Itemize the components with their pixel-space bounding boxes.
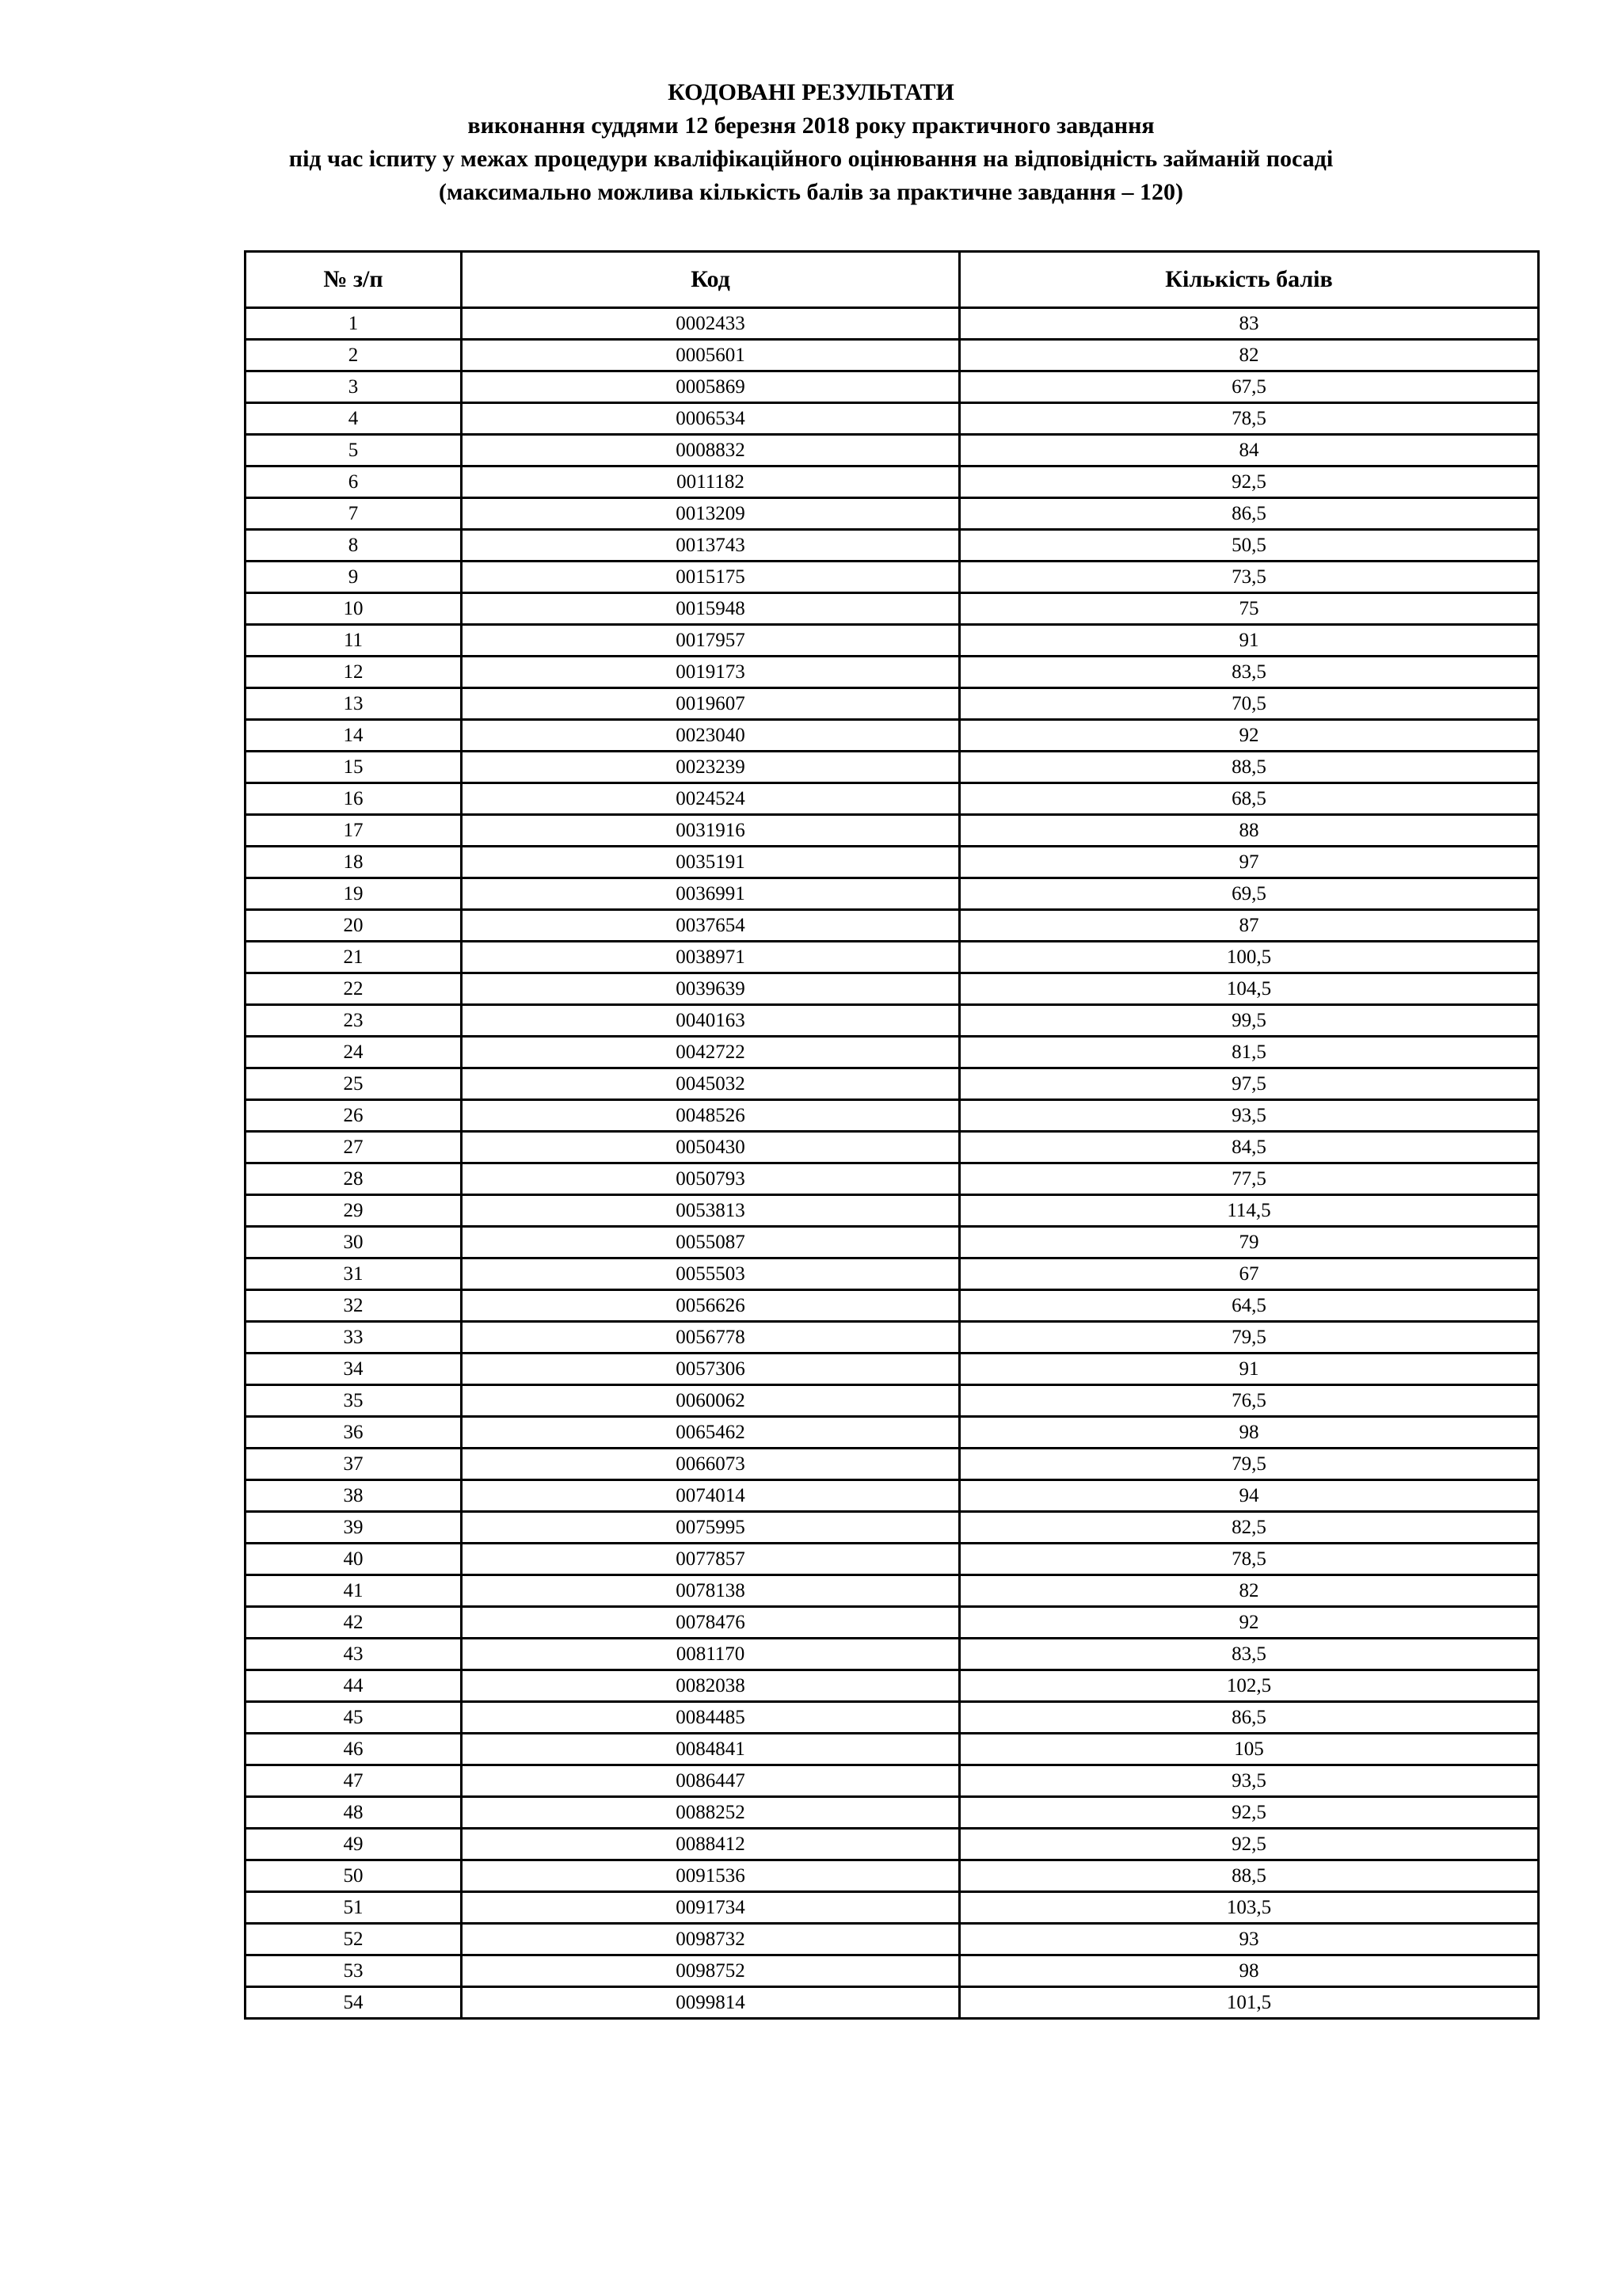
code-cell: 0017957 <box>462 625 960 657</box>
table-row <box>246 973 1539 1005</box>
code-cell: 0075995 <box>462 1512 960 1544</box>
document-title: КОДОВАНІ РЕЗУЛЬТАТИ <box>668 79 954 105</box>
code-cell: 0050793 <box>462 1163 960 1195</box>
score-cell: 97,5 <box>960 1068 1539 1100</box>
code-cell: 0081170 <box>462 1639 960 1670</box>
code-cell: 0013209 <box>462 498 960 530</box>
row-number-cell: 43 <box>246 1639 462 1670</box>
code-cell: 0040163 <box>462 1005 960 1037</box>
code-cell: 0091734 <box>462 1892 960 1924</box>
score-cell: 76,5 <box>960 1385 1539 1417</box>
table-row <box>246 878 1539 910</box>
table-body <box>246 308 1539 2019</box>
table-row <box>246 498 1539 530</box>
table-row <box>246 1544 1539 1575</box>
column-header-number: № з/п <box>246 252 462 308</box>
table-row <box>246 1670 1539 1702</box>
score-cell: 94 <box>960 1480 1539 1512</box>
code-cell: 0038971 <box>462 942 960 973</box>
column-header-score: Кількість балів <box>960 252 1539 308</box>
row-number-cell: 15 <box>246 752 462 783</box>
score-cell: 97 <box>960 847 1539 878</box>
code-cell: 0035191 <box>462 847 960 878</box>
row-number-cell: 34 <box>246 1354 462 1385</box>
score-cell: 100,5 <box>960 942 1539 973</box>
row-number-cell: 38 <box>246 1480 462 1512</box>
code-cell: 0078476 <box>462 1607 960 1639</box>
row-number-cell: 24 <box>246 1037 462 1068</box>
score-cell: 82 <box>960 1575 1539 1607</box>
score-cell: 78,5 <box>960 403 1539 435</box>
table-row <box>246 1480 1539 1512</box>
row-number-cell: 41 <box>246 1575 462 1607</box>
row-number-cell: 11 <box>246 625 462 657</box>
row-number-cell: 51 <box>246 1892 462 1924</box>
table-row <box>246 435 1539 466</box>
table-row <box>246 1132 1539 1163</box>
score-cell: 93 <box>960 1924 1539 1955</box>
table-row <box>246 1829 1539 1860</box>
code-cell: 0091536 <box>462 1860 960 1892</box>
score-cell: 82,5 <box>960 1512 1539 1544</box>
code-cell: 0098732 <box>462 1924 960 1955</box>
code-cell: 0050430 <box>462 1132 960 1163</box>
row-number-cell: 48 <box>246 1797 462 1829</box>
table-row <box>246 308 1539 340</box>
table-row <box>246 1449 1539 1480</box>
score-cell: 64,5 <box>960 1290 1539 1322</box>
row-number-cell: 18 <box>246 847 462 878</box>
code-cell: 0002433 <box>462 308 960 340</box>
table-row <box>246 1322 1539 1354</box>
row-number-cell: 5 <box>246 435 462 466</box>
table-row <box>246 1987 1539 2019</box>
score-cell: 50,5 <box>960 530 1539 562</box>
score-cell: 103,5 <box>960 1892 1539 1924</box>
table-row <box>246 1417 1539 1449</box>
table-row <box>246 1290 1539 1322</box>
score-cell: 79,5 <box>960 1322 1539 1354</box>
row-number-cell: 42 <box>246 1607 462 1639</box>
table-row <box>246 1860 1539 1892</box>
score-cell: 83,5 <box>960 1639 1539 1670</box>
score-cell: 92 <box>960 1607 1539 1639</box>
row-number-cell: 4 <box>246 403 462 435</box>
code-cell: 0008832 <box>462 435 960 466</box>
score-cell: 88 <box>960 815 1539 847</box>
table-row <box>246 1354 1539 1385</box>
row-number-cell: 10 <box>246 593 462 625</box>
row-number-cell: 33 <box>246 1322 462 1354</box>
table-row <box>246 783 1539 815</box>
code-cell: 0037654 <box>462 910 960 942</box>
row-number-cell: 23 <box>246 1005 462 1037</box>
score-cell: 88,5 <box>960 752 1539 783</box>
score-cell: 79 <box>960 1227 1539 1258</box>
row-number-cell: 2 <box>246 340 462 371</box>
code-cell: 0060062 <box>462 1385 960 1417</box>
row-number-cell: 30 <box>246 1227 462 1258</box>
table-row <box>246 1734 1539 1765</box>
code-cell: 0055087 <box>462 1227 960 1258</box>
table-row <box>246 1385 1539 1417</box>
code-cell: 0074014 <box>462 1480 960 1512</box>
score-cell: 92,5 <box>960 1829 1539 1860</box>
score-cell: 73,5 <box>960 562 1539 593</box>
score-cell: 81,5 <box>960 1037 1539 1068</box>
code-cell: 0006534 <box>462 403 960 435</box>
row-number-cell: 31 <box>246 1258 462 1290</box>
score-cell: 91 <box>960 1354 1539 1385</box>
row-number-cell: 13 <box>246 688 462 720</box>
table-header-row <box>246 252 1539 308</box>
code-cell: 0088252 <box>462 1797 960 1829</box>
code-cell: 0077857 <box>462 1544 960 1575</box>
row-number-cell: 27 <box>246 1132 462 1163</box>
table-row <box>246 1639 1539 1670</box>
score-cell: 99,5 <box>960 1005 1539 1037</box>
column-header-code: Код <box>462 252 960 308</box>
score-cell: 114,5 <box>960 1195 1539 1227</box>
table-row <box>246 847 1539 878</box>
score-cell: 104,5 <box>960 973 1539 1005</box>
row-number-cell: 19 <box>246 878 462 910</box>
score-cell: 84 <box>960 435 1539 466</box>
row-number-cell: 53 <box>246 1955 462 1987</box>
score-cell: 101,5 <box>960 1987 1539 2019</box>
code-cell: 0084485 <box>462 1702 960 1734</box>
score-cell: 69,5 <box>960 878 1539 910</box>
score-cell: 79,5 <box>960 1449 1539 1480</box>
row-number-cell: 25 <box>246 1068 462 1100</box>
row-number-cell: 39 <box>246 1512 462 1544</box>
table-row <box>246 1512 1539 1544</box>
score-cell: 86,5 <box>960 498 1539 530</box>
code-cell: 0065462 <box>462 1417 960 1449</box>
code-cell: 0082038 <box>462 1670 960 1702</box>
results-table <box>244 250 1540 2020</box>
table-row <box>246 1924 1539 1955</box>
score-cell: 92,5 <box>960 1797 1539 1829</box>
row-number-cell: 9 <box>246 562 462 593</box>
score-cell: 102,5 <box>960 1670 1539 1702</box>
score-cell: 83 <box>960 308 1539 340</box>
code-cell: 0024524 <box>462 783 960 815</box>
row-number-cell: 37 <box>246 1449 462 1480</box>
code-cell: 0019173 <box>462 657 960 688</box>
row-number-cell: 54 <box>246 1987 462 2019</box>
code-cell: 0013743 <box>462 530 960 562</box>
row-number-cell: 20 <box>246 910 462 942</box>
table-row <box>246 562 1539 593</box>
row-number-cell: 49 <box>246 1829 462 1860</box>
row-number-cell: 6 <box>246 466 462 498</box>
score-cell: 83,5 <box>960 657 1539 688</box>
code-cell: 0005601 <box>462 340 960 371</box>
code-cell: 0023040 <box>462 720 960 752</box>
code-cell: 0098752 <box>462 1955 960 1987</box>
row-number-cell: 8 <box>246 530 462 562</box>
document-subtitle-line: виконання суддями 12 березня 2018 року практичного завдання <box>467 112 1155 139</box>
row-number-cell: 36 <box>246 1417 462 1449</box>
code-cell: 0099814 <box>462 1987 960 2019</box>
code-cell: 0042722 <box>462 1037 960 1068</box>
document-header <box>0 76 1622 209</box>
table-row <box>246 815 1539 847</box>
code-cell: 0056778 <box>462 1322 960 1354</box>
table-row <box>246 1100 1539 1132</box>
table-row <box>246 625 1539 657</box>
table-row <box>246 403 1539 435</box>
code-cell: 0019607 <box>462 688 960 720</box>
row-number-cell: 45 <box>246 1702 462 1734</box>
table-row <box>246 340 1539 371</box>
table-row <box>246 942 1539 973</box>
table-row <box>246 1258 1539 1290</box>
code-cell: 0045032 <box>462 1068 960 1100</box>
score-cell: 77,5 <box>960 1163 1539 1195</box>
code-cell: 0005869 <box>462 371 960 403</box>
score-cell: 88,5 <box>960 1860 1539 1892</box>
table-row <box>246 466 1539 498</box>
row-number-cell: 3 <box>246 371 462 403</box>
score-cell: 82 <box>960 340 1539 371</box>
table-row <box>246 1195 1539 1227</box>
row-number-cell: 12 <box>246 657 462 688</box>
row-number-cell: 28 <box>246 1163 462 1195</box>
table-row <box>246 688 1539 720</box>
table-row <box>246 371 1539 403</box>
row-number-cell: 50 <box>246 1860 462 1892</box>
score-cell: 78,5 <box>960 1544 1539 1575</box>
code-cell: 0084841 <box>462 1734 960 1765</box>
code-cell: 0015948 <box>462 593 960 625</box>
code-cell: 0053813 <box>462 1195 960 1227</box>
table-row <box>246 1955 1539 1987</box>
row-number-cell: 29 <box>246 1195 462 1227</box>
table-row <box>246 530 1539 562</box>
code-cell: 0088412 <box>462 1829 960 1860</box>
document-subtitle-line: (максимально можлива кількість балів за практичне завдання – 120) <box>438 179 1183 205</box>
row-number-cell: 21 <box>246 942 462 973</box>
table-row <box>246 910 1539 942</box>
row-number-cell: 7 <box>246 498 462 530</box>
table-row <box>246 1005 1539 1037</box>
code-cell: 0056626 <box>462 1290 960 1322</box>
score-cell: 70,5 <box>960 688 1539 720</box>
score-cell: 68,5 <box>960 783 1539 815</box>
table-row <box>246 752 1539 783</box>
table-row <box>246 1765 1539 1797</box>
code-cell: 0055503 <box>462 1258 960 1290</box>
code-cell: 0023239 <box>462 752 960 783</box>
row-number-cell: 22 <box>246 973 462 1005</box>
table-row <box>246 720 1539 752</box>
table-row <box>246 1068 1539 1100</box>
row-number-cell: 44 <box>246 1670 462 1702</box>
score-cell: 75 <box>960 593 1539 625</box>
table-row <box>246 1227 1539 1258</box>
table-row <box>246 593 1539 625</box>
code-cell: 0011182 <box>462 466 960 498</box>
table-row <box>246 1797 1539 1829</box>
score-cell: 67 <box>960 1258 1539 1290</box>
score-cell: 84,5 <box>960 1132 1539 1163</box>
table-row <box>246 1575 1539 1607</box>
code-cell: 0039639 <box>462 973 960 1005</box>
code-cell: 0078138 <box>462 1575 960 1607</box>
code-cell: 0066073 <box>462 1449 960 1480</box>
score-cell: 67,5 <box>960 371 1539 403</box>
score-cell: 98 <box>960 1417 1539 1449</box>
code-cell: 0086447 <box>462 1765 960 1797</box>
row-number-cell: 46 <box>246 1734 462 1765</box>
row-number-cell: 40 <box>246 1544 462 1575</box>
score-cell: 91 <box>960 625 1539 657</box>
score-cell: 98 <box>960 1955 1539 1987</box>
score-cell: 92,5 <box>960 466 1539 498</box>
score-cell: 92 <box>960 720 1539 752</box>
score-cell: 93,5 <box>960 1100 1539 1132</box>
score-cell: 93,5 <box>960 1765 1539 1797</box>
row-number-cell: 35 <box>246 1385 462 1417</box>
document-subtitle-line: під час іспиту у межах процедури кваліфікаційного оцінювання на відповідність займаній посаді <box>288 146 1334 172</box>
table-row <box>246 657 1539 688</box>
score-cell: 86,5 <box>960 1702 1539 1734</box>
code-cell: 0031916 <box>462 815 960 847</box>
row-number-cell: 32 <box>246 1290 462 1322</box>
table-row <box>246 1892 1539 1924</box>
score-cell: 105 <box>960 1734 1539 1765</box>
table-row <box>246 1037 1539 1068</box>
row-number-cell: 16 <box>246 783 462 815</box>
table-row <box>246 1702 1539 1734</box>
row-number-cell: 52 <box>246 1924 462 1955</box>
code-cell: 0036991 <box>462 878 960 910</box>
row-number-cell: 26 <box>246 1100 462 1132</box>
table-row <box>246 1163 1539 1195</box>
row-number-cell: 47 <box>246 1765 462 1797</box>
score-cell: 87 <box>960 910 1539 942</box>
code-cell: 0015175 <box>462 562 960 593</box>
row-number-cell: 14 <box>246 720 462 752</box>
code-cell: 0048526 <box>462 1100 960 1132</box>
row-number-cell: 1 <box>246 308 462 340</box>
row-number-cell: 17 <box>246 815 462 847</box>
code-cell: 0057306 <box>462 1354 960 1385</box>
table-row <box>246 1607 1539 1639</box>
